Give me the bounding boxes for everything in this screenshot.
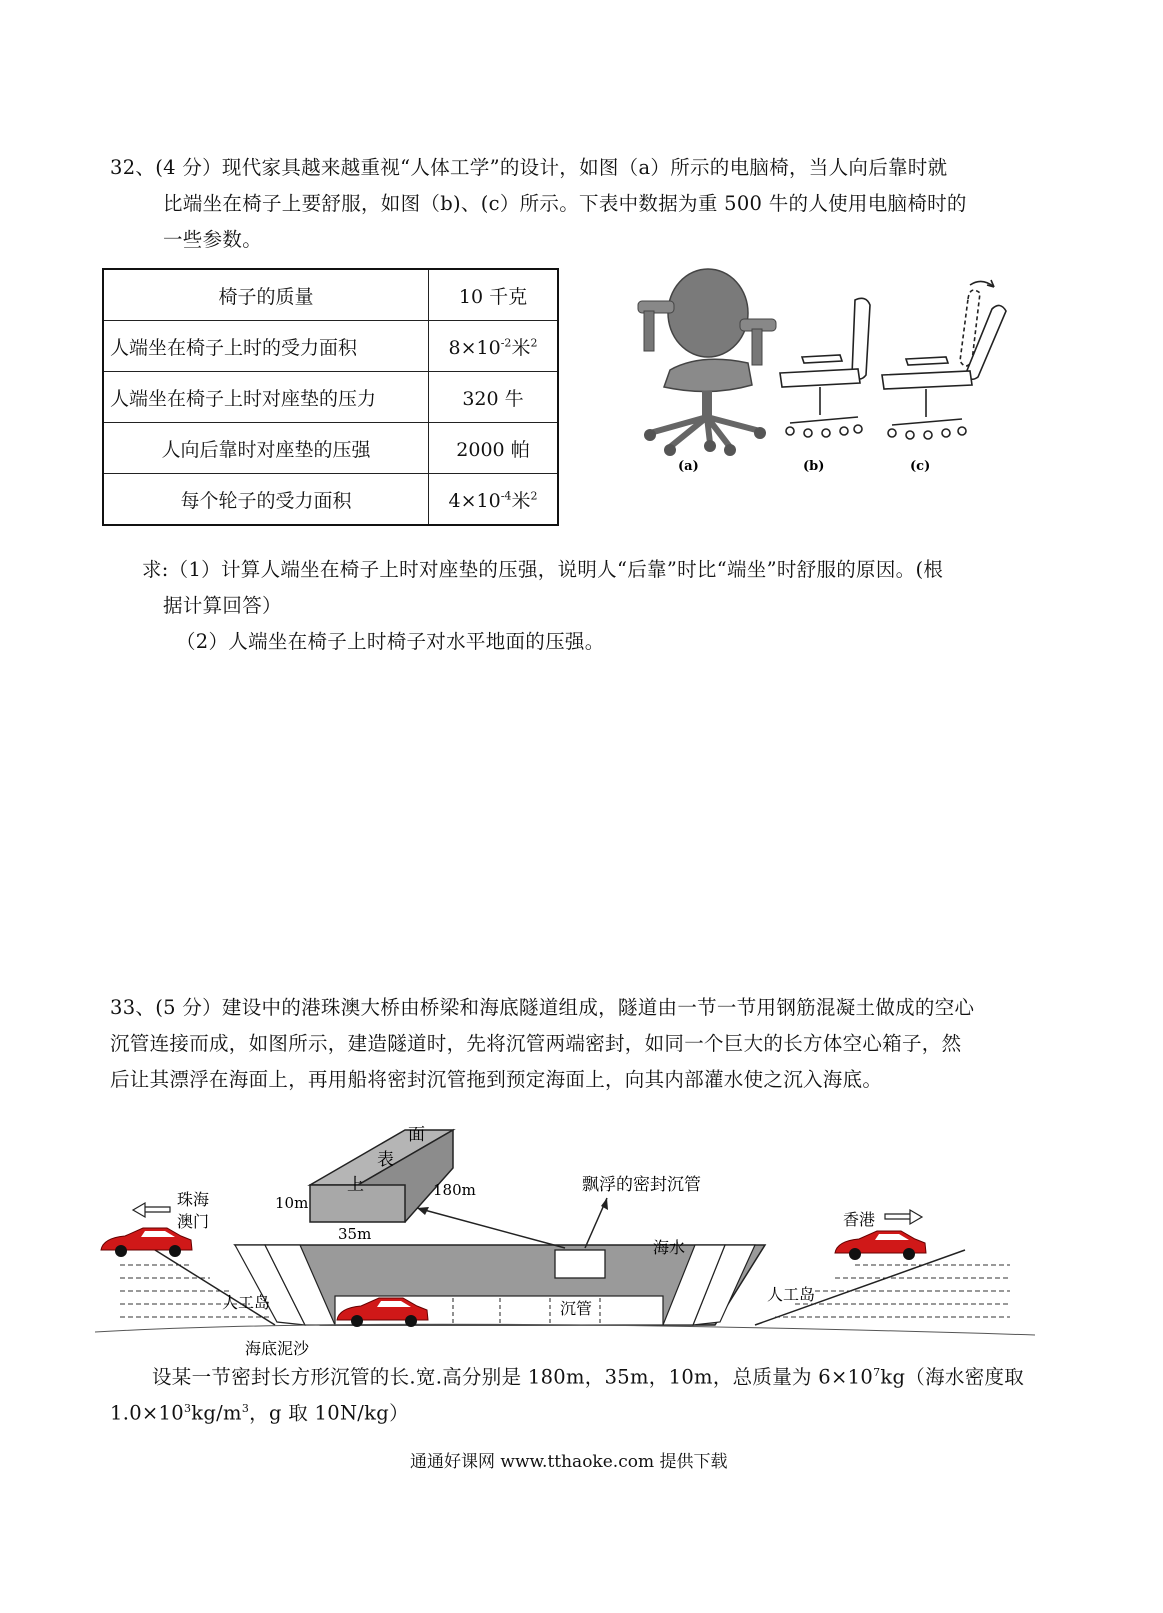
table-cell-value: 320 牛 [429,372,559,423]
given2-text-cont: ，g 取 10N/kg） [249,1401,409,1425]
tube-box-3d [310,1130,453,1222]
given1-text-cont: kg（海水密度取 [880,1365,1025,1389]
q33-given-line2 [110,1391,409,1432]
q32-ask1: 求:（1）计算人端坐在椅子上时对座垫的压强，说明人“后靠”时比“端坐”时舒服的原因。(根 [142,558,944,581]
chair-figures [630,265,1030,480]
page-footer: 通通好课网 www.tthaoke.com 提供下载 [410,1452,728,1472]
given2-exponent: 3 [183,1402,192,1415]
value-main: 4×10 [448,489,501,512]
table-cell-value [429,321,559,372]
box-label-top: 面 [408,1125,425,1145]
value-main: 8×10 [448,336,501,359]
figure-label-c: (c) [910,459,931,474]
office-chair-a-icon [638,269,776,456]
tunnel-diagram [95,1110,1035,1360]
q33-line2: 沉管连接而成，如图所示，建造隧道时，先将沉管两端密封，如同一个巨大的长方体空心箱子，然 [110,1032,962,1055]
table-cell-value: 2000 帕 [429,423,559,474]
place-zhuhai: 珠海 [177,1190,210,1209]
car-right-icon [835,1231,926,1260]
island-right-label: 人工岛 [767,1285,816,1304]
q32-ask1-cont: 据计算回答） [163,594,282,617]
value-unit: 米 [511,336,531,359]
value-unit-exponent: 2 [530,489,538,503]
figure-label-b: (b) [803,459,825,474]
q32-line3: 一些参数。 [163,228,263,251]
sea-water-label: 海水 [653,1238,686,1257]
table-cell-label: 人端坐在椅子上时的受力面积 [103,321,429,372]
given2-text: 1.0×10 [110,1401,184,1425]
box-label-mid: 表 [377,1150,394,1170]
given1-text: 设某一节密封长方形沉管的长.宽.高分别是 180m，35m，10m，总质量为 6×10 [152,1365,874,1389]
place-hongkong: 香港 [843,1210,876,1229]
value-exponent: -4 [500,489,512,503]
given1-exponent: 7 [873,1366,881,1379]
q32-ask2: （2）人端坐在椅子上时椅子对水平地面的压强。 [176,630,605,653]
figure-label-a: (a) [678,459,699,474]
dimension-length: 180m [433,1181,476,1199]
q33-line3: 后让其漂浮在海面上，再用船将密封沉管拖到预定海面上，向其内部灌水使之沉入海底。 [110,1068,883,1091]
dimension-height: 10m [275,1194,309,1212]
table-cell-value: 10 千克 [429,269,559,321]
value-exponent: -2 [500,336,512,350]
value-unit: 米 [511,489,531,512]
tube-label: 沉管 [560,1299,593,1318]
given2-unit-exponent: 3 [241,1402,250,1415]
seabed-label: 海底泥沙 [245,1339,310,1358]
value-unit-exponent: 2 [530,336,538,350]
office-chair-b-icon [780,298,870,437]
office-chair-c-icon [882,280,1006,439]
q33-line1: 33、(5 分）建设中的港珠澳大桥由桥梁和海底隧道组成，隧道由一节一节用钢筋混凝土做成的空心 [110,996,975,1019]
table-row [103,423,558,474]
place-macau: 澳门 [177,1212,210,1231]
floating-tube [555,1250,605,1278]
box-label-bottom: 上 [347,1175,364,1195]
chair-parameters-table [102,268,559,526]
table-cell-label: 椅子的质量 [103,269,429,321]
island-left-label: 人工岛 [222,1293,271,1312]
table-row [103,321,558,372]
table-row [103,474,558,526]
table-cell-label: 人端坐在椅子上时对座垫的压力 [103,372,429,423]
floating-tube-label: 飘浮的密封沉管 [582,1175,701,1195]
dimension-width: 35m [338,1225,372,1243]
table-cell-value [429,474,559,526]
table-row [103,269,558,321]
table-row [103,372,558,423]
q32-line1: 32、(4 分）现代家具越来越重视“人体工学”的设计，如图（a）所示的电脑椅，当人向后靠时就 [110,156,948,179]
table-cell-label: 人向后靠时对座垫的压强 [103,423,429,474]
q32-line2: 比端坐在椅子上要舒服，如图（b)、(c）所示。下表中数据为重 500 牛的人使用电脑椅时的 [163,192,967,215]
given2-unit: kg/m [191,1401,242,1425]
q33-given-line1 [152,1355,1024,1396]
table-cell-label: 每个轮子的受力面积 [103,474,429,526]
